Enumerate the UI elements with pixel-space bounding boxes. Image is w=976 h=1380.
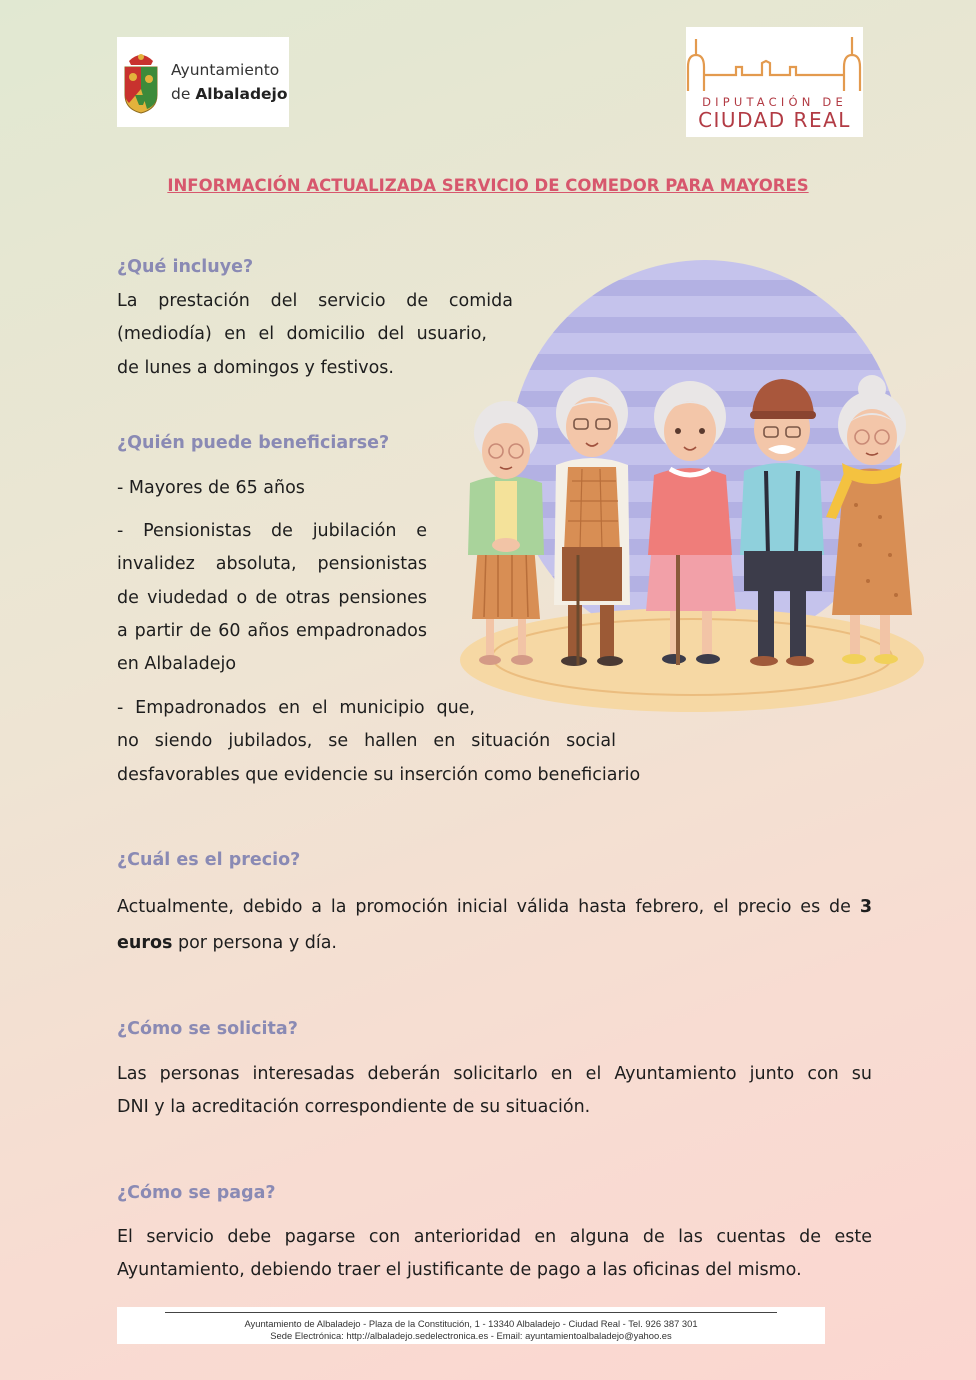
logo-right-line1: DIPUTACIÓN DE [702, 95, 847, 109]
logo-right-line2: CIUDAD REAL [698, 108, 851, 132]
elderly-people-illustration [440, 255, 960, 715]
page-title: INFORMACIÓN ACTUALIZADA SERVICIO DE COMEDOR PARA MAYORES [167, 176, 809, 195]
list-item-empadronados [117, 692, 641, 792]
logo-left-line2-bold: Albaladejo [195, 85, 288, 103]
heading-quien-puede-beneficiarse: ¿Quién puede beneficiarse? [117, 433, 390, 453]
text-line: en Albaladejo [117, 654, 237, 675]
list-item-pensionistas [117, 515, 427, 681]
paragraph-precio [117, 889, 872, 961]
text-line: Las personas interesadas deberán solicitarlo en el Ayuntamiento junto con su [117, 1064, 872, 1084]
list-item-mayores: - Mayores de 65 años [117, 478, 305, 498]
text-line: - Empadronados en el municipio que, [117, 698, 475, 718]
footer [117, 1307, 825, 1344]
text-line: de viudedad o de otras pensiones [117, 587, 427, 608]
price-text-end: por persona y día. [172, 933, 337, 953]
diputacion-logo [686, 27, 863, 137]
text-line: La prestación del servicio de comida [117, 291, 513, 311]
price-unit: euros [117, 933, 173, 953]
price-amount: 3 [859, 897, 872, 917]
paragraph-paga [117, 1221, 872, 1288]
text-line: - Pensionistas de jubilación e [117, 521, 427, 541]
text-line: DNI y la acreditación correspondiente de su situación. [117, 1097, 591, 1118]
paragraph-solicita [117, 1058, 872, 1125]
text-line: no siendo jubilados, se hallen en situación social [117, 731, 616, 752]
text-line: Ayuntamiento, debiendo traer el justificante de pago a las oficinas del mismo. [117, 1260, 802, 1281]
text-line: El servicio debe pagarse con anterioridad en alguna de las cuentas de este [117, 1227, 872, 1247]
heading-cual-es-el-precio: ¿Cuál es el precio? [117, 850, 301, 870]
text-line: de lunes a domingos y festivos. [117, 357, 394, 378]
heading-como-se-paga: ¿Cómo se paga? [117, 1183, 276, 1203]
footer-divider [165, 1312, 777, 1313]
price-text: Actualmente, debido a la promoción inicial válida hasta febrero, el precio es de [117, 897, 860, 917]
heading-que-incluye: ¿Qué incluye? [117, 257, 254, 277]
heading-como-se-solicita: ¿Cómo se solicita? [117, 1019, 298, 1039]
logo-left-line2-prefix: de [171, 85, 196, 103]
text-line: (mediodía) en el domicilio del usuario, [117, 324, 487, 345]
ayuntamiento-logo [117, 37, 289, 127]
text-line: a partir de 60 años empadronados [117, 620, 427, 641]
footer-address: Ayuntamiento de Albaladejo - Plaza de la Constitución, 1 - 13340 Albaladejo - Ciudad Real - Tel. 926 387 301 [244, 1318, 698, 1329]
text-line: desfavorables que evidencie su inserción como beneficiario [117, 764, 641, 785]
skyline-icon [686, 27, 863, 97]
logo-left-line1: Ayuntamiento [171, 61, 280, 79]
coat-of-arms-icon [121, 49, 161, 115]
paragraph-que-incluye [117, 285, 513, 385]
footer-contact: Sede Electrónica: http://albaladejo.sedelectronica.es - Email: ayuntamientoalbaladejo@yahoo.es [270, 1330, 672, 1341]
text-line: invalidez absoluta, pensionistas [117, 554, 427, 575]
